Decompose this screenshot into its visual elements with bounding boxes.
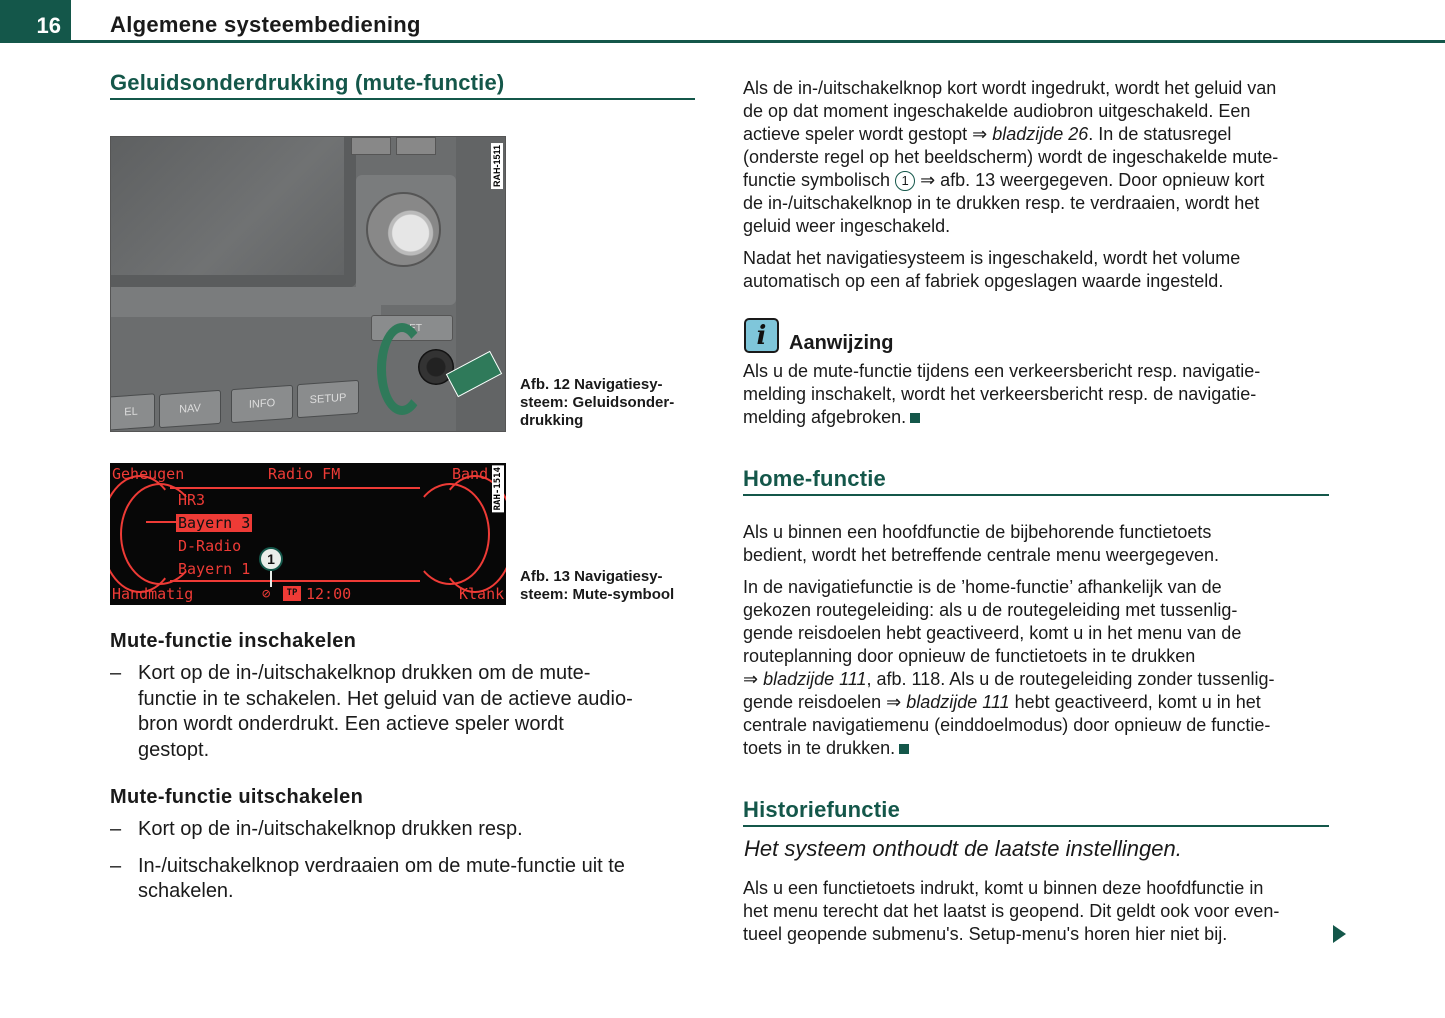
text-line: de in-/uitschakelknop in te drukken resp. te verdraaien, wordt het	[743, 193, 1260, 213]
caption-line: drukking	[520, 412, 584, 429]
device-button-setup: SETUP	[297, 380, 359, 418]
mute-on-title: Mute-functie inschakelen	[110, 630, 357, 652]
history-body	[743, 877, 1343, 946]
text-line: automatisch op een af fabriek opgeslagen waarde ingesteld.	[743, 271, 1224, 291]
text-line: de op dat moment ingeschakelde audiobron uitgeschakeld. Een	[743, 101, 1251, 121]
display-source-label: Radio FM	[268, 465, 341, 483]
station-item: HR3	[178, 491, 206, 509]
page-reference-link[interactable]: bladzijde 26	[992, 124, 1089, 144]
paragraph	[743, 877, 1343, 946]
section-title-mute: Geluidsonderdrukking (mute-functie)	[110, 70, 695, 100]
running-title: Algemene systeembediening	[110, 12, 421, 37]
text-line: bedient, wordt het betreffende centrale menu weergegeven.	[743, 545, 1219, 565]
display-band-label: Band	[452, 465, 489, 483]
figure-12-caption	[520, 376, 674, 430]
device-bezel	[111, 287, 381, 317]
page-reference-link[interactable]: bladzijde 111	[906, 692, 1010, 712]
display-memory-label: Geheugen	[112, 465, 185, 483]
text-line: gekozen routegeleiding: als u de routegeleiding met tussenlig-	[743, 600, 1238, 620]
device-button-tel: EL	[110, 393, 155, 430]
text-line: routeplanning door opnieuw de functietoets in te drukken	[743, 646, 1196, 666]
device-screen	[111, 137, 356, 287]
caption-line: steem: Geluidsonder-	[520, 394, 675, 411]
text-line: (onderste regel op het beeldscherm) wordt de ingeschakelde mute-	[743, 147, 1279, 167]
figure-12-nav-device	[110, 136, 506, 432]
figure-code: RAH-1514	[493, 467, 503, 511]
display-time: 12:00	[306, 585, 352, 603]
end-of-section-icon	[910, 413, 920, 423]
device-button-nav: NAV	[159, 390, 221, 428]
text-line: actieve speler wordt gestopt ⇒	[743, 124, 993, 144]
text-line: melding afgebroken.	[743, 407, 907, 427]
figure-13-radio-display	[110, 463, 506, 605]
text-line: In de navigatiefunctie is de ’home-functie’ afhankelijk van de	[743, 577, 1222, 597]
selected-station: Bayern 3	[178, 514, 251, 532]
text-line: het menu terecht dat het laatst is geopend. Dit geldt ook voor even-	[743, 901, 1280, 921]
device-top-button-next	[396, 137, 436, 155]
caption-line: Afb. 13 Navigatiesy-	[520, 568, 663, 585]
intro-paragraph	[743, 77, 1343, 293]
text-line: Als u een functietoets indrukt, komt u binnen deze hoofdfunctie in	[743, 878, 1264, 898]
info-glyph: i	[756, 321, 767, 351]
text-line: gende reisdoelen ⇒	[743, 692, 907, 712]
text-line: functie in te schakelen. Het geluid van de actieve audio-	[138, 687, 633, 710]
home-body	[743, 521, 1343, 760]
figure-13-caption	[520, 568, 674, 604]
dash-bullet: –	[110, 854, 122, 877]
header-rule	[0, 40, 1445, 43]
dash-bullet: –	[110, 662, 122, 684]
paragraph	[743, 360, 1343, 429]
text-line: Kort op de in-/uitschakelknop drukken resp.	[138, 818, 523, 840]
mute-symbol-icon: ⊘	[262, 586, 271, 602]
text-line: Als u binnen een hoofdfunctie de bijbehorende functietoets	[743, 522, 1212, 542]
figure-code: RAH-1511	[492, 145, 502, 188]
station-item: Bayern 1	[178, 560, 251, 578]
caption-line: Afb. 12 Navigatiesy-	[520, 376, 663, 393]
callout-1: 1	[259, 547, 283, 571]
section-title-history: Historiefunctie	[743, 797, 1329, 827]
arrow-symbol: ⇒	[743, 669, 764, 689]
rotate-arrow-icon	[377, 323, 427, 415]
text-line: In-/uitschakelknop verdraaien om de mute-functie uit te	[138, 854, 625, 877]
text-line: melding inschakelt, wordt het verkeersbericht resp. de navigatie-	[743, 384, 1257, 404]
text-line: ⇒ afb. 13 weergegeven. Door opnieuw kort	[915, 170, 1265, 190]
history-subtitle: Het systeem onthoudt de laatste instellingen.	[744, 836, 1182, 861]
display-selector-line	[146, 521, 176, 523]
device-button-info: INFO	[231, 385, 293, 423]
text-line: toets in te drukken.	[743, 738, 896, 758]
callout-line	[270, 571, 272, 587]
text-line: bron wordt onderdrukt. Een actieve speler wordt	[138, 713, 564, 735]
page-reference-link[interactable]: bladzijde 111	[763, 669, 867, 689]
station-item: D-Radio	[178, 537, 242, 555]
text-line: schakelen.	[138, 880, 234, 902]
page-header	[0, 0, 1445, 44]
text-line: geluid weer ingeschakeld.	[743, 216, 951, 236]
note-title: Aanwijzing	[789, 332, 894, 354]
mute-on-section	[110, 630, 700, 763]
continue-arrow-icon	[1333, 925, 1346, 943]
end-of-section-icon	[899, 744, 909, 754]
mute-off-title: Mute-functie uitschakelen	[110, 786, 364, 808]
callout-number-icon: 1	[895, 171, 915, 191]
mute-off-section	[110, 786, 700, 905]
text-line: centrale navigatiemenu (einddoelmodus) door opnieuw de functie-	[743, 715, 1271, 735]
tp-badge: TP	[283, 586, 301, 601]
list-item	[110, 817, 700, 843]
caption-line: steem: Mute-symbool	[520, 586, 675, 603]
page-number: 16	[0, 0, 71, 42]
text-line: functie symbolisch	[743, 170, 896, 190]
paragraph	[743, 247, 1343, 293]
paragraph	[743, 576, 1343, 760]
paragraph	[743, 521, 1343, 567]
text-line: Als de in-/uitschakelknop kort wordt ingedrukt, wordt het geluid van	[743, 78, 1277, 98]
paragraph	[743, 77, 1343, 238]
text-line: Kort op de in-/uitschakelknop drukken om de mute-	[138, 662, 591, 684]
text-line: gestopt.	[138, 738, 210, 761]
device-return-button: RET	[371, 315, 453, 341]
left-column	[110, 70, 695, 100]
text-line: Nadat het navigatiesysteem is ingeschakeld, wordt het volume	[743, 248, 1241, 268]
text-line: Als u de mute-functie tijdens een verkeersbericht resp. navigatie-	[743, 361, 1261, 381]
list-item	[110, 854, 700, 905]
text-line: , afb. 118. Als u de routegeleiding zonder tussenlig-	[866, 669, 1275, 689]
list-item-text	[138, 854, 625, 905]
info-icon	[744, 318, 779, 353]
text-line: . In de statusregel	[1088, 124, 1232, 144]
display-top-line	[170, 487, 420, 489]
dash-bullet: –	[110, 818, 122, 840]
section-title-home: Home-functie	[743, 466, 1329, 496]
text-line: hebt geactiveerd, komt u in het	[1009, 692, 1261, 712]
device-rotary-knob	[366, 192, 441, 267]
text-line: tueel geopende submenu's. Setup-menu's horen hier niet bij.	[743, 924, 1228, 944]
display-sound-label: Klank	[459, 585, 505, 603]
list-item	[110, 661, 700, 763]
text-line: gende reisdoelen hebt geactiveerd, komt u in het menu van de	[743, 623, 1242, 643]
display-bottom-line	[170, 580, 420, 582]
station-item-selected	[176, 514, 252, 532]
display-manual-label: Handmatig	[112, 585, 194, 603]
list-item-text	[138, 661, 633, 763]
note-body	[743, 360, 1343, 429]
device-top-button	[351, 137, 391, 155]
